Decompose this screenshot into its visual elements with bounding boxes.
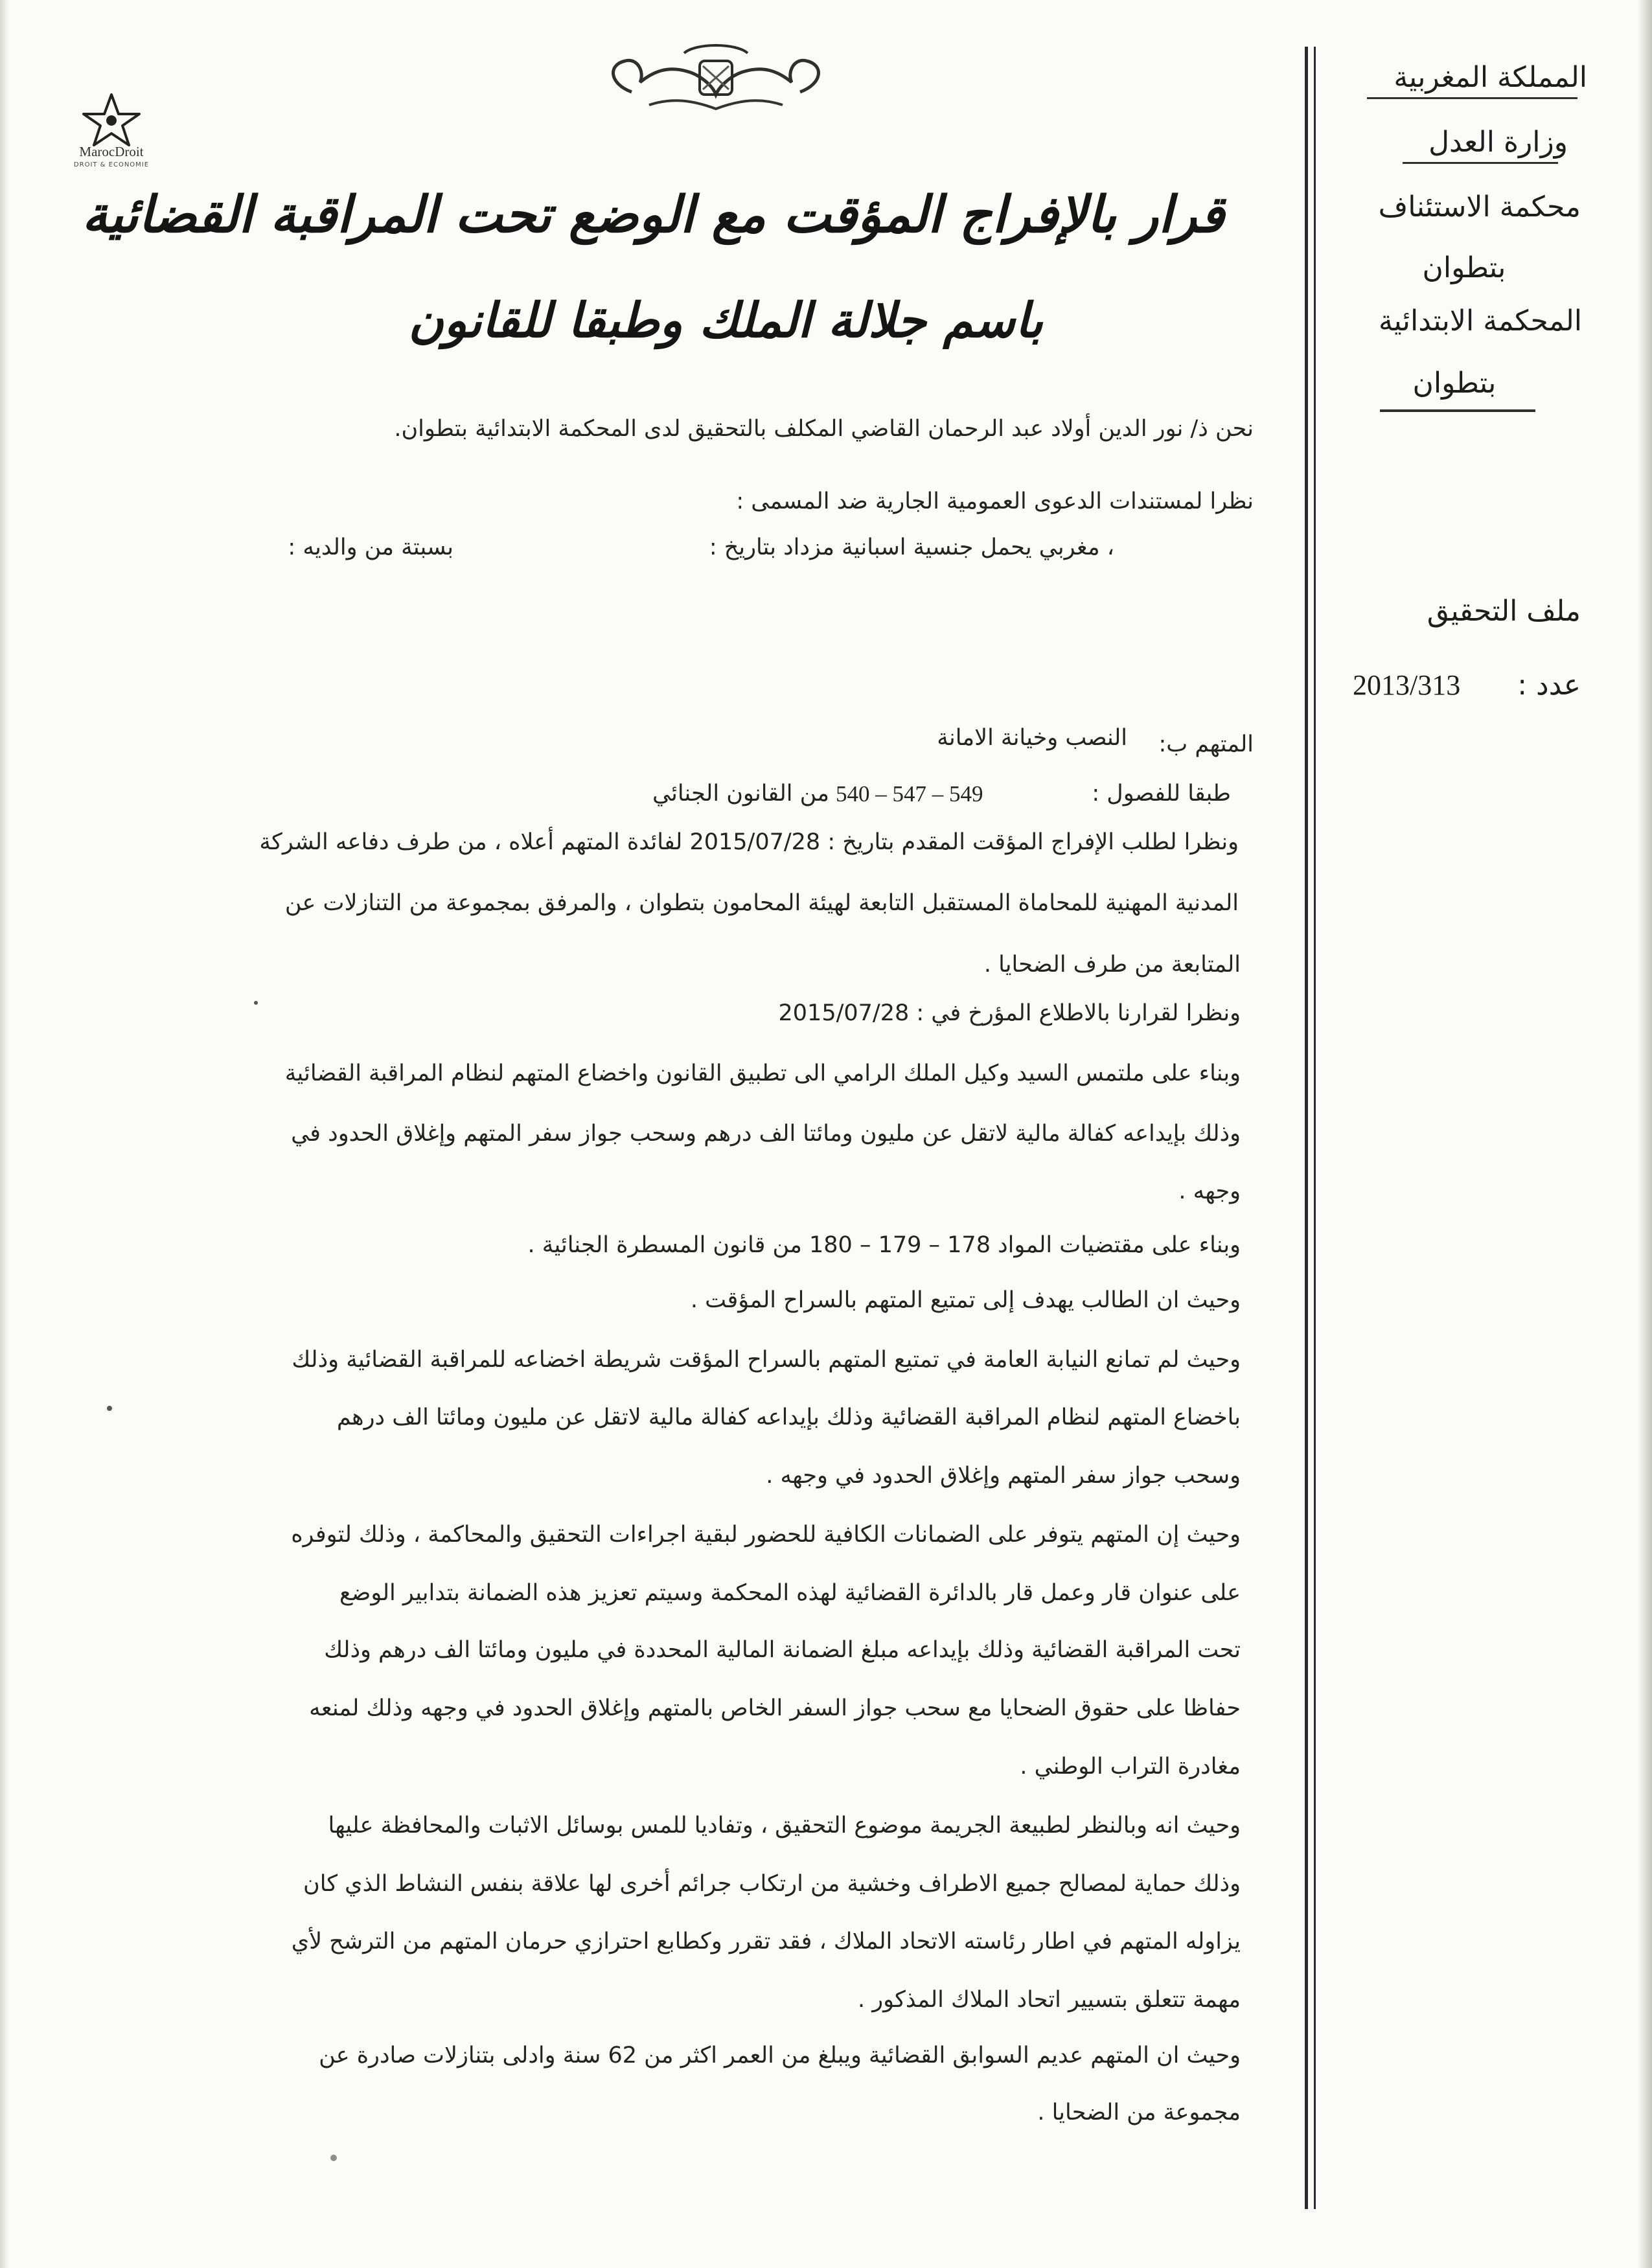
- charge-label: المتهم ب:: [1158, 731, 1254, 757]
- body-paragraph-line: باخضاع المتهم لنظام المراقبة القضائية وذلك بإيداعه كفالة مالية لاتقل عن مليون ومائتا الف درهم: [336, 1404, 1241, 1430]
- appeal-city-label: بتطوان: [1422, 251, 1506, 284]
- royal-emblem-icon: [596, 35, 836, 126]
- file-label: ملف التحقيق: [1427, 595, 1581, 628]
- star-icon: [53, 83, 170, 148]
- scan-speck: [107, 1406, 112, 1411]
- first-city-label: بتطوان: [1412, 367, 1497, 400]
- parents-line: بسبتة من والديه :: [288, 534, 453, 560]
- header-divider-vertical: [1314, 47, 1316, 2209]
- ministry-label: وزارة العدل: [1428, 126, 1568, 159]
- body-paragraph-line: حفاظا على حقوق الضحايا مع سحب جواز السفر الخاص بالمتهم وإغلاق الحدود في وجهه وذلك لمنعه: [309, 1695, 1241, 1721]
- body-paragraph-line: على عنوان قار وعمل قار بالدائرة القضائية لهذه المحكمة وسيتم تعزيز هذه الضمانة بتدابير الوضع: [339, 1580, 1241, 1606]
- body-paragraph-line: تحت المراقبة القضائية وذلك بإيداعه مبلغ الضمانة المالية المحددة في مليون ومائتا الف درهم وذلك: [324, 1637, 1241, 1663]
- articles-values: 540 – 547 – 549: [836, 781, 983, 807]
- charge-value: النصب وخيانة الامانة: [937, 725, 1127, 751]
- scan-right-edge: [1638, 0, 1652, 2268]
- body-paragraph-line: وبناء على ملتمس السيد وكيل الملك الرامي الى تطبيق القانون واخضاع المتهم لنظام المراقبة القضائية: [284, 1060, 1241, 1086]
- ministry-underline: [1403, 162, 1558, 164]
- body-paragraph-line: المدنية المهنية للمحاماة المستقبل التابعة لهيئة المحامون بتطوان ، والمرفق بمجموعة من التنازلات عن: [284, 890, 1239, 916]
- file-number: 2013/313: [1353, 669, 1461, 701]
- logo-subtitle: DROIT & ECONOMIE: [73, 161, 150, 168]
- kingdom-label: المملكة المغربية: [1394, 61, 1587, 94]
- body-paragraph-line: يزاوله المتهم في اطار رئاسته الاتحاد الملاك ، فقد تقرر وكطابع احترازي حرمان المتهم من الترشح لأي: [291, 1929, 1241, 1954]
- body-paragraph-line: وذلك حماية لمصالح جميع الاطراف وخشية من ارتكاب جرائم أخرى لها علاقة بنفس النشاط الذي كان: [303, 1871, 1241, 1897]
- body-paragraph-line: وحيث انه وبالنظر لطبيعة الجريمة موضوع التحقيق ، وتفاديا للمس بوسائل الاثبات والمحافظة عليها: [328, 1813, 1241, 1838]
- body-paragraph-line: وذلك بإيداعه كفالة مالية لاتقل عن مليون ومائتا الف درهم وسحب جواز سفر المتهم وإغلاق الحدود في: [291, 1121, 1241, 1147]
- scan-speck: [254, 1001, 258, 1005]
- case-line: نظرا لمستندات الدعوى العمومية الجارية ضد المسمى :: [736, 488, 1254, 514]
- body-paragraph-line: وحيث لم تمانع النيابة العامة في تمتيع المتهم بالسراح المؤقت شريطة اخضاعه للمراقبة القضائية وذلك: [292, 1347, 1241, 1373]
- header-divider-vertical: [1305, 47, 1308, 2209]
- articles-label: طبقا للفصول :: [1092, 781, 1231, 807]
- body-paragraph-line: مغادرة التراب الوطني .: [1020, 1754, 1241, 1780]
- kingdom-underline: [1367, 97, 1577, 99]
- body-paragraph-line: وسحب جواز سفر المتهم وإغلاق الحدود في وجهه .: [766, 1463, 1241, 1489]
- accused-line: ، مغربي يحمل جنسية اسبانية مزداد بتاريخ :: [709, 534, 1114, 560]
- appeal-court-label: محكمة الاستئناف: [1378, 190, 1581, 223]
- body-paragraph-line: ونظرا لقرارنا بالاطلاع المؤرخ في : 2015/07/28: [778, 1000, 1241, 1026]
- scan-speck: [330, 2155, 337, 2161]
- body-paragraph-line: وبناء على مقتضيات المواد 178 – 179 – 180 من قانون المسطرة الجنائية .: [527, 1232, 1241, 1258]
- body-paragraph-line: المتابعة من طرف الضحايا .: [983, 952, 1241, 978]
- first-court-underline: [1380, 409, 1535, 412]
- decision-title: قرار بالإفراج المؤقت مع الوضع تحت المراقبة القضائية: [82, 185, 1224, 244]
- logo-name: MarocDroit: [79, 144, 144, 159]
- body-paragraph-line: ونظرا لطلب الإفراج المؤقت المقدم بتاريخ : 2015/07/28 لفائدة المتهم أعلاه ، من طرف دفاعه الشركة: [259, 829, 1239, 855]
- decision-subtitle: باسم جلالة الملك وطبقا للقانون: [408, 293, 1043, 349]
- body-paragraph-line: وحيث ان المتهم عديم السوابق القضائية ويبلغ من العمر اكثر من 62 سنة وادلى بتنازلات صادرة عن: [319, 2043, 1241, 2068]
- file-number-label: عدد :: [1517, 669, 1581, 702]
- body-paragraph-line: مجموعة من الضحايا .: [1037, 2100, 1241, 2125]
- body-paragraph-line: وحيث ان الطالب يهدف إلى تمتيع المتهم بالسراح المؤقت .: [690, 1287, 1241, 1313]
- first-court-label: المحكمة الابتدائية: [1378, 304, 1582, 338]
- body-paragraph-line: وحيث إن المتهم يتوفر على الضمانات الكافية للحضور لبقية اجراءات التحقيق والمحاكمة ، وذلك لتوفره: [291, 1522, 1241, 1548]
- body-paragraph-line: مهمة تتعلق بتسيير اتحاد الملاك المذكور .: [858, 1987, 1241, 2013]
- judge-line: نحن ذ/ نور الدين أولاد عبد الرحمان القاضي المكلف بالتحقيق لدى المحكمة الابتدائية بتطوان.: [394, 416, 1254, 442]
- body-paragraph-line: وجهه .: [1178, 1178, 1241, 1204]
- articles-tail: من القانون الجنائي: [652, 781, 829, 807]
- scan-left-edge: [0, 0, 9, 2268]
